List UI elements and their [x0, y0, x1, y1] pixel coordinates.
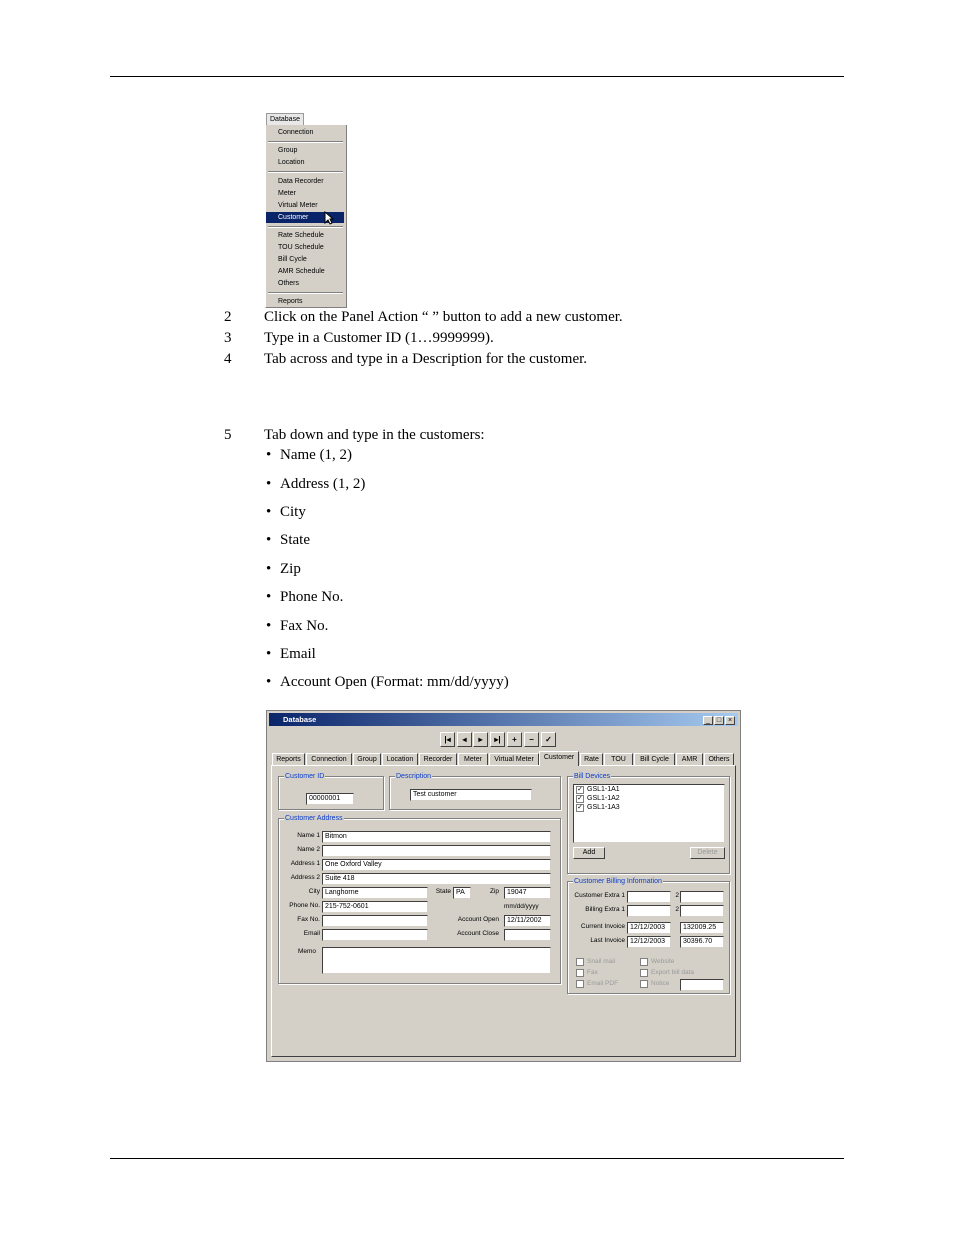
- current-invoice-amount[interactable]: 132009.25: [680, 922, 724, 934]
- email-field[interactable]: [322, 929, 428, 941]
- menu-item-amr-schedule[interactable]: AMR Schedule: [278, 268, 325, 275]
- last-invoice-date[interactable]: 12/12/2003: [627, 936, 671, 948]
- list-item[interactable]: ✓ GSL1-1A3: [577, 804, 620, 811]
- list-item: • City: [266, 504, 306, 520]
- menu-item-customer[interactable]: Customer: [266, 212, 344, 223]
- billing-extra-label: Billing Extra 1: [585, 906, 625, 913]
- billing-extra-1-field[interactable]: [627, 905, 671, 917]
- billing-info-group: [567, 878, 730, 994]
- address2-field[interactable]: Suite 418: [322, 873, 551, 885]
- bill-devices-list[interactable]: [573, 784, 725, 843]
- memo-label: Memo: [297, 948, 316, 955]
- post-record-button[interactable]: ✓: [541, 732, 556, 747]
- step-number: 4: [224, 351, 232, 367]
- customer-tab-panel: [271, 765, 736, 1057]
- close-button[interactable]: ×: [725, 716, 735, 725]
- address1-field[interactable]: One Oxford Valley: [322, 859, 551, 871]
- step-number: 2: [224, 309, 232, 325]
- notice-field[interactable]: [680, 979, 724, 991]
- list-item: • Fax No.: [266, 618, 329, 634]
- list-item: • Account Open (Format: mm/dd/yyyy): [266, 674, 509, 690]
- address1-label: Address 1: [290, 860, 320, 867]
- menu-item-rate-schedule[interactable]: Rate Schedule: [278, 232, 324, 239]
- customer-extra-1-field[interactable]: [627, 891, 671, 903]
- last-invoice-amount[interactable]: 30396.70: [680, 936, 724, 948]
- fax-label: Fax No.: [297, 916, 320, 923]
- window-title: Database: [283, 715, 317, 724]
- fax-option-label: Fax: [587, 969, 598, 976]
- customer-extra-2-field[interactable]: [680, 891, 724, 903]
- date-format-hint: mm/dd/yyyy: [504, 903, 539, 910]
- customer-id-group-title: Customer ID: [285, 773, 325, 780]
- menu-separator: [268, 292, 343, 294]
- email-label: Email: [303, 930, 320, 937]
- tab-recorder[interactable]: Recorder: [419, 753, 457, 765]
- address2-label: Address 2: [290, 874, 320, 881]
- last-record-button[interactable]: ▸|: [490, 732, 505, 747]
- fax-checkbox[interactable]: [576, 969, 584, 977]
- account-open-field[interactable]: 12/11/2002: [504, 915, 551, 927]
- account-close-field[interactable]: [504, 929, 551, 941]
- tab-virtual-meter[interactable]: Virtual Meter: [489, 753, 539, 765]
- list-item[interactable]: ✓ GSL1-1A1: [577, 786, 620, 793]
- customer-address-group: [278, 815, 561, 984]
- email-pdf-checkbox[interactable]: [576, 980, 584, 988]
- name2-field[interactable]: [322, 845, 551, 857]
- menu-item-group[interactable]: Group: [278, 147, 298, 154]
- last-invoice-label: Last Invoice: [590, 937, 625, 944]
- snail-mail-checkbox[interactable]: [576, 958, 584, 966]
- add-device-button[interactable]: Add: [573, 847, 605, 859]
- minimize-button[interactable]: _: [703, 716, 713, 725]
- email-pdf-label: Email PDF: [587, 980, 619, 987]
- website-checkbox[interactable]: [640, 958, 648, 966]
- list-item: • Address (1, 2): [266, 476, 366, 492]
- menu-item-meter[interactable]: Meter: [278, 190, 296, 197]
- account-close-label: Account Close: [457, 930, 499, 937]
- list-item: • Name (1, 2): [266, 447, 353, 463]
- menu-item-tou-schedule[interactable]: TOU Schedule: [278, 244, 324, 251]
- state-field[interactable]: PA: [453, 887, 471, 899]
- step-text: Tab down and type in the customers:: [264, 427, 485, 443]
- window-title-bar: [269, 713, 738, 726]
- phone-label: Phone No.: [289, 902, 320, 909]
- billing-extra-2-label: 2: [675, 906, 679, 913]
- maximize-button[interactable]: □: [714, 716, 724, 725]
- list-item: • State: [266, 532, 310, 548]
- tab-customer[interactable]: Customer: [539, 751, 579, 766]
- description-group-title: Description: [396, 773, 432, 780]
- menu-item-others[interactable]: Others: [278, 280, 300, 287]
- city-label: City: [308, 888, 320, 895]
- tab-bill-cycle[interactable]: Bill Cycle: [634, 753, 675, 765]
- menu-item-data-recorder[interactable]: Data Recorder: [278, 178, 324, 185]
- memo-field[interactable]: [322, 947, 551, 974]
- tab-amr[interactable]: AMR: [676, 753, 703, 765]
- zip-label: Zip: [489, 888, 499, 895]
- customer-address-group-title: Customer Address: [285, 815, 343, 822]
- snail-mail-label: Snail mail: [587, 958, 616, 965]
- customer-id-field[interactable]: 00000001: [306, 793, 354, 805]
- delete-record-button[interactable]: −: [524, 732, 539, 747]
- database-window: [266, 710, 741, 1062]
- step-number: 5: [224, 427, 232, 443]
- menu-separator: [268, 171, 343, 173]
- checkbox-checked-icon[interactable]: ✓: [577, 804, 583, 811]
- customer-extra-label: Customer Extra 1: [574, 892, 625, 899]
- current-invoice-date[interactable]: 12/12/2003: [627, 922, 671, 934]
- tab-connection[interactable]: Connection: [306, 753, 352, 765]
- zip-field[interactable]: 19047: [504, 887, 551, 899]
- account-open-label: Account Open: [457, 916, 499, 923]
- customer-extra-2-label: 2: [675, 892, 679, 899]
- bill-devices-group: [567, 773, 730, 874]
- mouse-pointer-icon: [324, 211, 334, 225]
- step-text: Click on the Panel Action “ ” button to add a new customer.: [264, 309, 623, 325]
- current-invoice-label: Current Invoice: [580, 923, 625, 930]
- city-field[interactable]: Langhorne: [322, 887, 428, 899]
- step-text: Type in a Customer ID (1…9999999).: [264, 330, 494, 346]
- billing-info-group-title: Customer Billing Information: [574, 878, 662, 885]
- menu-separator: [268, 141, 343, 143]
- billing-extra-2-field[interactable]: [680, 905, 724, 917]
- tab-reports[interactable]: Reports: [272, 753, 305, 765]
- database-menu-title[interactable]: Database: [266, 113, 304, 126]
- next-record-button[interactable]: ▸: [473, 732, 488, 747]
- tab-rate[interactable]: Rate: [580, 753, 603, 765]
- menu-separator: [268, 226, 343, 228]
- state-label: State: [435, 888, 451, 895]
- phone-field[interactable]: 215-752-0601: [322, 901, 428, 913]
- list-item: • Phone No.: [266, 589, 344, 605]
- tab-tou[interactable]: TOU: [604, 753, 633, 765]
- menu-item-reports[interactable]: Reports: [278, 298, 303, 305]
- add-record-button[interactable]: +: [507, 732, 522, 747]
- name1-label: Name 1: [297, 832, 320, 839]
- menu-item-virtual-meter[interactable]: Virtual Meter: [278, 202, 318, 209]
- list-item[interactable]: ✓ GSL1-1A2: [577, 795, 620, 802]
- tab-group[interactable]: Group: [353, 753, 381, 765]
- export-bill-data-checkbox[interactable]: [640, 969, 648, 977]
- fax-field[interactable]: [322, 915, 428, 927]
- menu-item-connection[interactable]: Connection: [278, 129, 314, 136]
- notice-checkbox[interactable]: [640, 980, 648, 988]
- export-bill-data-label: Export bill data: [651, 969, 694, 976]
- checkbox-checked-icon[interactable]: ✓: [577, 786, 583, 793]
- prev-record-button[interactable]: ◂: [457, 732, 472, 747]
- tab-others[interactable]: Others: [704, 753, 734, 765]
- database-menu: [265, 125, 347, 308]
- footer-rule: [110, 1158, 844, 1159]
- website-label: Website: [651, 958, 675, 965]
- description-field[interactable]: Test customer: [410, 789, 532, 801]
- tab-location[interactable]: Location: [382, 753, 418, 765]
- name1-field[interactable]: Bitmon: [322, 831, 551, 843]
- menu-item-bill-cycle[interactable]: Bill Cycle: [278, 256, 307, 263]
- list-item: • Email: [266, 646, 316, 662]
- bill-devices-group-title: Bill Devices: [574, 773, 611, 780]
- name2-label: Name 2: [297, 846, 320, 853]
- step-text: Tab across and type in a Description for the customer.: [264, 351, 588, 367]
- checkbox-checked-icon[interactable]: ✓: [577, 795, 583, 802]
- menu-item-location[interactable]: Location: [278, 159, 305, 166]
- delete-device-button[interactable]: Delete: [690, 847, 725, 859]
- first-record-button[interactable]: |◂: [440, 732, 455, 747]
- tab-meter[interactable]: Meter: [458, 753, 488, 765]
- header-rule: [110, 76, 844, 77]
- customer-id-group: [278, 773, 384, 810]
- notice-label: Notice: [651, 980, 670, 987]
- step-number: 3: [224, 330, 232, 346]
- list-item: • Zip: [266, 561, 301, 577]
- description-group: [389, 773, 561, 810]
